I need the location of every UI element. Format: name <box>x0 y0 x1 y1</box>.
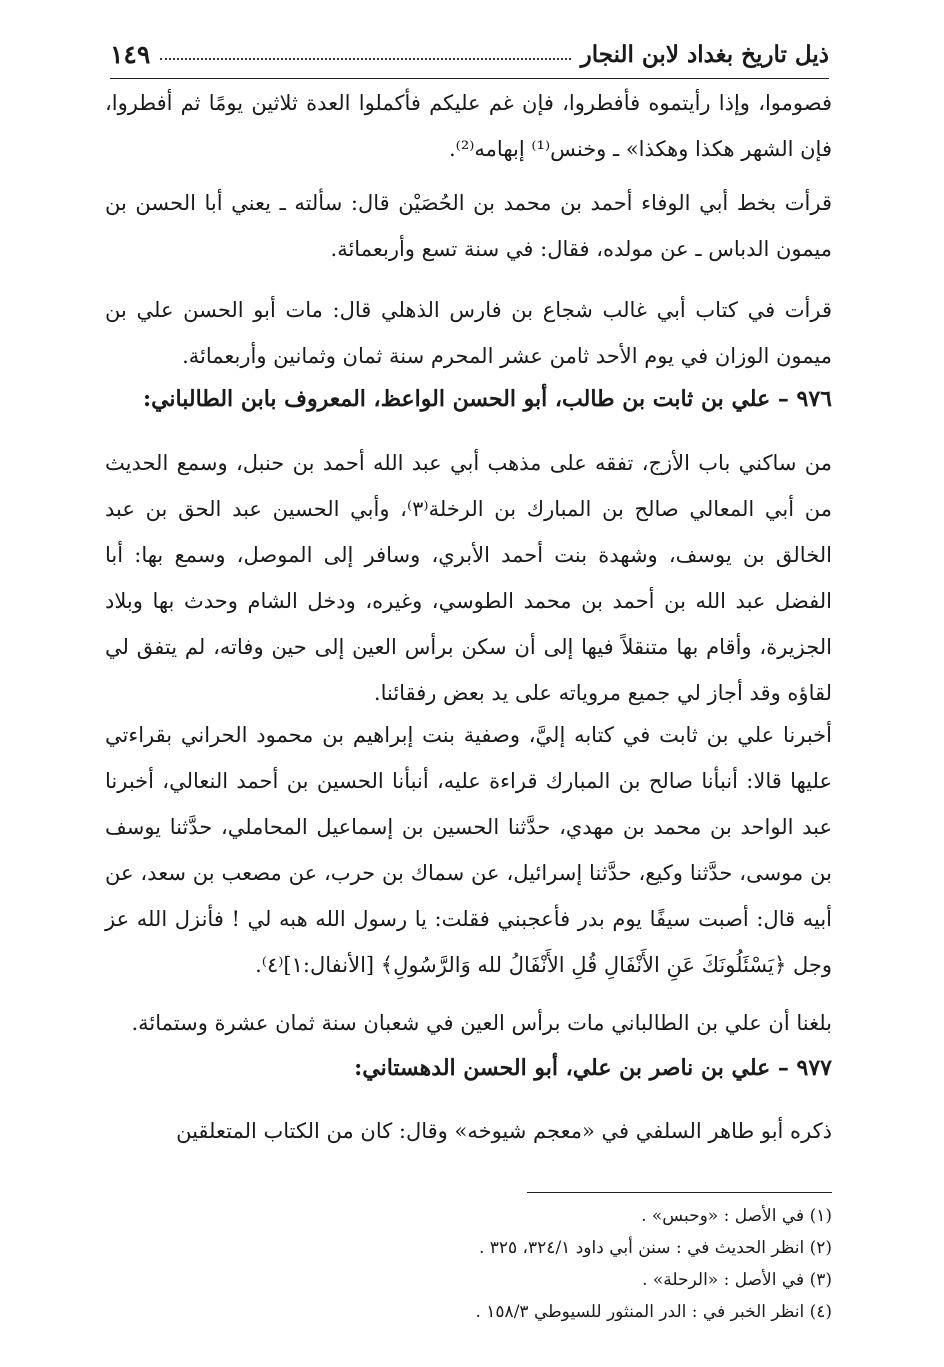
header-dotted-leader <box>160 58 570 60</box>
footnote-4: (٤) انظر الخبر في : الدر المنثور للسيوطي ١٥٨/٣ . <box>475 1302 832 1322</box>
paragraph-isnad-976: أخبرنا علي بن ثابت في كتابه إليَّ، وصفية بنت إبراهيم بن محمود الحراني بقراءتي عليها قالا: أنبأنا صالح بن المبارك قراءة عليه، أنبأنا الحسين بن أحمد النعالي، أخبرنا عبد الواحد بن محمد بن مهدي، حدَّثنا الحسين بن إسماعيل المحاملي، حدَّثنا يوسف بن موسى، حدَّثنا وكيع، حدَّثنا إسرائيل، عن سماك بن حرب، عن مصعب بن سعد، عن أبيه قال: أصبت سيفًا يوم بدر فأعجبني فقلت: يا رسول الله هبه لي ! فأنزل الله عز وجل ﴿يَسْئَلُونَكَ عَنِ الأَنْفَالِ قُلِ الأَنْفَالُ لله وَالرَّسُولِ﴾ [الأنفال:١]⁽٤⁾. <box>105 723 832 977</box>
running-title: ذيل تاريخ بغداد لابن النجار <box>580 40 829 68</box>
paragraph-death-report: قرأت في كتاب أبي غالب شجاع بن فارس الذهلي قال: مات أبو الحسن علي بن ميمون الوزان في يوم الأحد ثامن عشر المحرم سنة ثمان وثمانين وأربعمائة. <box>105 298 832 368</box>
entry-heading-976: ٩٧٦ – علي بن ثابت بن طالب، أبو الحسن الواعظ، المعروف بابن الطالباني: <box>142 386 832 412</box>
paragraph-birth-report: قرأت بخط أبي الوفاء أحمد بن محمد بن الحُصَيْن قال: سألته ـ يعني أبا الحسن بن ميمون الدباس ـ عن مولده، فقال: في سنة تسع وأربعمائة. <box>105 191 832 261</box>
entry-heading-977: ٩٧٧ – علي بن ناصر بن علي، أبو الحسن الدهستاني: <box>354 1055 832 1081</box>
paragraph-biography-977: ذكره أبو طاهر السلفي في «معجم شيوخه» وقال: كان من الكتاب المتعلقين <box>176 1119 832 1143</box>
footnote-3: (٣) في الأصل : «الرحلة» . <box>642 1270 832 1290</box>
footnote-1: (١) في الأصل : «وحبس» . <box>641 1206 832 1226</box>
page-header <box>110 30 829 79</box>
footnote-separator <box>527 1192 832 1193</box>
footnote-2: (٢) انظر الحديث في : سنن أبي داود ٣٢٤/١، ٣٢٥ . <box>478 1238 832 1258</box>
paragraph-hadith-end: فصوموا، وإذا رأيتموه فأفطروا، فإن غم عليكم فأكملوا العدة ثلاثين يومًا ثم أفطروا، فإن الشهر هكذا وهكذا» ـ وخنس⁽¹⁾ إبهامه⁽²⁾. <box>105 91 832 161</box>
page-number: ١٤٩ <box>110 39 151 69</box>
footnotes <box>300 1200 832 1328</box>
paragraph-death-976: بلغنا أن علي بن الطالباني مات برأس العين في شعبان سنة ثمان عشرة وستمائة. <box>131 1011 832 1035</box>
paragraph-biography-976: من ساكني باب الأزج، تفقه على مذهب أبي عبد الله أحمد بن حنبل، وسمع الحديث من أبي المعالي صالح بن المبارك بن الرخلة⁽٣⁾، وأبي الحسين عبد الحق بن عبد الخالق بن يوسف، وشهدة بنت أحمد الأبري، وسافر إلى الموصل، وسمع بها: أبا الفضل عبد الله بن أحمد بن محمد الطوسي، وغيره، ودخل الشام وحدث بها وبلاد الجزيرة، وأقام بها متنقلاً فيها إلى أن سكن برأس العين إلى حين وفاته، لم يتفق لي لقاؤه وقد أجاز لي جميع مروياته على يد بعض رفقائنا. <box>105 451 832 705</box>
